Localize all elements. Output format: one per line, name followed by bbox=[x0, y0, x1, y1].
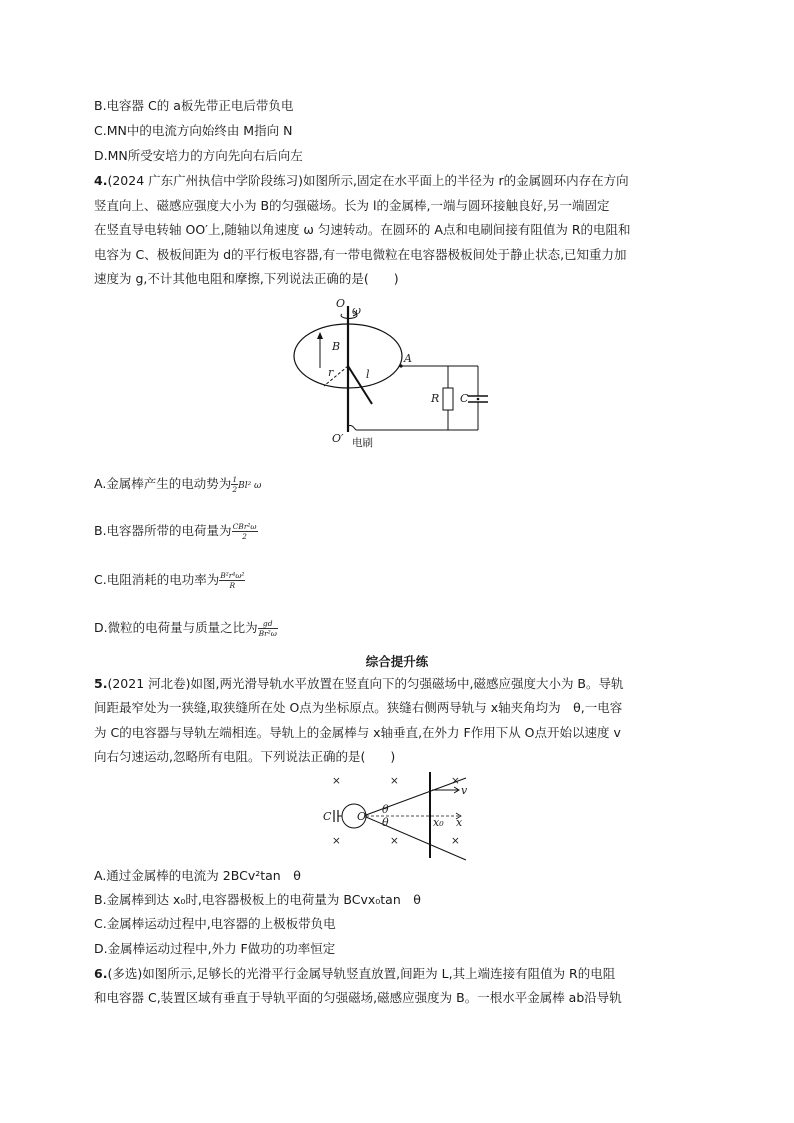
q4-label-r: r bbox=[328, 366, 334, 379]
q5-label-x0: x₀ bbox=[433, 816, 444, 829]
q5-field-cross: × bbox=[390, 775, 399, 787]
q5-option-c: C.金属棒运动过程中,电容器的上极板带负电 bbox=[94, 916, 336, 931]
q5-number: 5. bbox=[94, 676, 108, 691]
q4-option-d: D.微粒的电荷量与质量之比为 $\frac{gd}{\text{Br²ω}}$ bbox=[94, 619, 277, 638]
q4-option-d-fraction: $\frac{gd}{\text{Br²ω}}$ bbox=[258, 619, 277, 638]
q5-field-cross: × bbox=[451, 835, 460, 847]
q5-label-c: C bbox=[323, 810, 332, 823]
q5-line-4: 向右匀速运动,忽略所有电阻。下列说法正确的是( ) bbox=[94, 749, 396, 764]
q4-figure bbox=[286, 294, 506, 454]
q4-option-b-fraction: $\frac{\text{CBr²ω}}{2}$ bbox=[232, 522, 257, 541]
q5-line-3: 为 C的电容器与导轨左端相连。导轨上的金属棒与 x轴垂直,在外力 F作用下从 O点开始以速度 v bbox=[94, 725, 621, 740]
q5-label-theta-top: θ bbox=[382, 803, 389, 816]
q4-label-o-prime: O′ bbox=[332, 432, 344, 445]
q4-option-c-fraction: $\frac{\text{B²r⁴ω²}}{R}$ bbox=[220, 571, 245, 590]
q5-option-b: B.金属棒到达 x₀时,电容器极板上的电荷量为 BCvx₀tan θ bbox=[94, 892, 421, 907]
section-title: 综合提升练 bbox=[365, 654, 429, 669]
q4-label-capacitor: C bbox=[460, 392, 469, 405]
prev-option-b: B.电容器 C的 a板先带正电后带负电 bbox=[94, 98, 294, 113]
q4-line-2: 竖直向上、磁感应强度大小为 B的匀强磁场。长为 l的金属棒,一端与圆环接触良好,另一端固定 bbox=[94, 198, 610, 213]
q4-label-brush: 电刷 bbox=[352, 437, 373, 449]
q4-line-3: 在竖直导电转轴 OO′上,随轴以角速度 ω 匀速转动。在圆环的 A点和电刷间接有阻值为 R的电阻和 bbox=[94, 222, 631, 237]
prev-option-d: D.MN所受安培力的方向先向右后向左 bbox=[94, 148, 303, 163]
q5-label-theta-bottom: θ bbox=[382, 816, 389, 829]
q5-field-cross: × bbox=[332, 835, 341, 847]
q5-field-cross: × bbox=[451, 775, 460, 787]
q4-line-4: 电容为 C、极板间距为 d的平行板电容器,有一带电微粒在电容器极板间处于静止状态,已知重力加 bbox=[94, 247, 627, 262]
prev-option-c: C.MN中的电流方向始终由 M指向 N bbox=[94, 123, 293, 138]
q5-label-x: x bbox=[456, 816, 463, 829]
q6-line-1: 6.(多选)如图所示,足够长的光滑平行金属导轨竖直放置,间距为 L,其上端连接有阻值为 R的电阻 bbox=[94, 966, 616, 981]
q5-line-1: 5.(2021 河北卷)如图,两光滑导轨水平放置在竖直向下的匀强磁场中,磁感应强度大小为 B。导轨 bbox=[94, 676, 624, 691]
q6-line-2: 和电容器 C,装置区域有垂直于导轨平面的匀强磁场,磁感应强度为 B。一根水平金属棒 ab沿导轨 bbox=[94, 990, 622, 1005]
q4-option-c: C.电阻消耗的电功率为 $\frac{\text{B²r⁴ω²}}{R}$ bbox=[94, 571, 245, 590]
q4-option-a-fraction: $\frac{1}{2}$ bbox=[232, 475, 238, 494]
q5-figure bbox=[318, 768, 473, 864]
q4-number: 4. bbox=[94, 173, 108, 188]
q5-diagram bbox=[318, 768, 473, 864]
q4-label-l: l bbox=[366, 368, 370, 381]
q5-option-a: A.通过金属棒的电流为 2BCv²tan θ bbox=[94, 868, 301, 883]
q5-label-o: O bbox=[357, 810, 367, 823]
q4-label-resistor: R bbox=[431, 392, 440, 405]
q5-label-v: v bbox=[461, 784, 468, 797]
q6-number: 6. bbox=[94, 966, 108, 981]
q4-line-1: 4.(2024 广东广州执信中学阶段练习)如图所示,固定在水平面上的半径为 r的金属圆环内存在方向 bbox=[94, 173, 629, 188]
q5-field-cross: × bbox=[332, 775, 341, 787]
q4-diagram bbox=[286, 294, 506, 454]
q4-label-b: B bbox=[332, 340, 341, 353]
q4-label-a: A bbox=[404, 352, 412, 365]
q5-field-cross: × bbox=[390, 835, 399, 847]
q4-label-o: O bbox=[336, 297, 346, 310]
q5-option-d: D.金属棒运动过程中,外力 F做功的功率恒定 bbox=[94, 941, 336, 956]
q5-line-2: 间距最窄处为一狭缝,取狭缝所在处 O点为坐标原点。狭缝右侧两导轨与 x轴夹角均为 θ,一电容 bbox=[94, 700, 623, 715]
q4-option-a: A.金属棒产生的电动势为 $\frac{1}{2}$ Bl² ω bbox=[94, 475, 262, 494]
q4-label-omega: ω bbox=[352, 304, 361, 317]
q4-line-5: 速度为 g,不计其他电阻和摩擦,下列说法正确的是( ) bbox=[94, 271, 399, 286]
q4-option-b: B.电容器所带的电荷量为 $\frac{\text{CBr²ω}}{2}$ bbox=[94, 522, 257, 541]
